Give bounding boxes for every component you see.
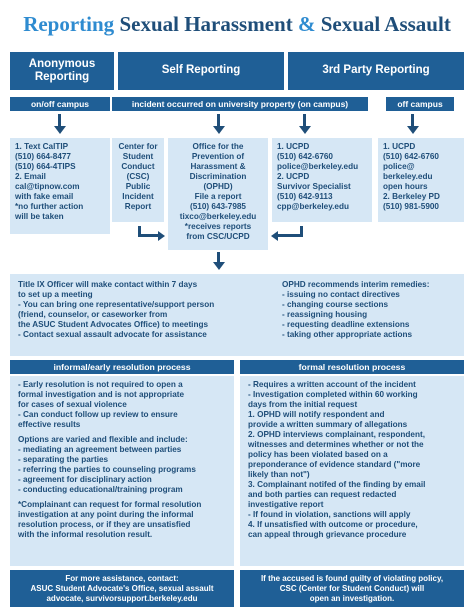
interim-item: - reassigning housing [282,310,368,319]
box-line: Incident [122,192,154,201]
left-arrow-icon [271,231,278,241]
header-self-label: Self Reporting [161,64,241,77]
arrow-shaft [411,114,414,126]
formal-line: can appeal through grievance procedure [248,530,407,539]
box-line: Prevention of [191,152,245,161]
box-ucpd [272,138,372,222]
informal-line: for cases of sexual violence [18,400,127,409]
formal-line: 3. Complainant notifed of the finding by email [248,480,426,489]
box-line: 1. Text CalTIP [15,142,69,151]
footer-line: CSC (Center for Student Conduct) will [279,583,425,593]
footer-line: advocate, survivorsupport.berkeley.edu [46,593,198,603]
strip-off-campus: off campus [386,97,454,111]
strip-on-off-campus: on/off campus [10,97,110,111]
footer-line: open an investigation. [309,593,395,603]
strip-incident: incident occurred on university property (on campus) [112,97,368,111]
informal-heading: informal/early resolution process [10,360,234,374]
box-line: *receives reports [184,222,252,231]
formal-line: provide a written summary of allegations [248,420,408,429]
box-line: Office for the [192,142,244,151]
title-ix-line: to set up a meeting [18,290,93,299]
box-line: (510) 664-4TIPS [15,162,76,171]
informal-line: - Can conduct follow up review to ensure [18,410,178,419]
box-line: police@berkeley.edu [277,162,359,171]
interim-item: - requesting deadline extensions [282,320,410,329]
formal-line: - Investigation completed within 60 working [248,390,418,399]
informal-line: with the informal resolution result. [18,530,153,539]
down-arrow-icon [213,262,225,270]
box-title-ix [10,274,464,356]
box-line: (510) 642-9113 [277,192,333,201]
arrow-shaft [138,234,160,237]
informal-line: *Complainant can request for formal resolution [18,500,202,509]
down-arrow-icon [299,126,311,134]
informal-line: effective results [18,420,81,429]
arrow-shaft [217,252,220,262]
interim-remedies-section [282,280,458,340]
box-line: 2. UCPD [277,172,310,181]
box-line: with fake email [15,192,74,201]
interim-item: - changing course sections [282,300,389,309]
arrow-shaft [278,234,303,237]
interim-heading: OPHD recommends interim remedies: [282,280,430,289]
footer-accused [240,570,464,607]
box-line: Report [124,202,152,211]
down-arrow-icon [407,126,419,134]
box-line: (510) 642-6760 [277,152,333,161]
box-line: (510) 642-6760 [383,152,439,161]
box-line: 1. UCPD [277,142,310,151]
box-line: Public [125,182,151,191]
informal-line: Options are varied and flexible and include: [18,435,188,444]
right-arrow-icon [158,231,165,241]
formal-line: policy has been violated based on a [248,450,388,459]
box-line: (510) 981-5900 [383,202,439,211]
box-line: police@ [383,162,415,171]
box-informal [10,376,234,566]
box-line: cal@tipnow.com [15,182,80,191]
footer-assistance [10,570,234,607]
box-anonymous-options [10,138,110,234]
informal-line: - Early resolution is not required to open a [18,380,183,389]
box-line: 2. Email [15,172,46,181]
title-part-assault: Sexual Assault [320,12,451,36]
title-ix-line: the ASUC Student Advocates Office) to meetings [18,320,209,329]
box-line: (OPHD) [203,182,233,191]
header-anonymous-label: Anonymous Reporting [28,57,96,83]
arrow-shaft [58,114,61,126]
box-line: Survivor Specialist [277,182,351,191]
title-part-amp: & [292,12,321,36]
page-title [0,0,474,48]
box-line: Discrimination [189,172,247,181]
box-line: (510) 664-8477 [15,152,71,161]
footer-line: For more assistance, contact: [65,573,179,583]
down-arrow-icon [54,126,66,134]
box-line: cpp@berkeley.edu [277,202,349,211]
header-third-party [288,52,464,90]
header-third-party-label: 3rd Party Reporting [322,64,430,77]
header-self [118,52,284,90]
box-off-campus [378,138,464,222]
box-formal [240,376,464,566]
informal-line: - separating the parties [18,455,109,464]
footer-line: If the accused is found guilty of violating policy, [260,573,444,583]
box-line: tixco@berkeley.edu [179,212,257,221]
box-line: from CSC/UCPD [186,232,250,241]
box-line: open hours [383,182,428,191]
formal-line: - If found in violation, sanctions will apply [248,510,411,519]
title-ix-section [18,280,280,340]
box-line: 1. UCPD [383,142,416,151]
formal-heading: formal resolution process [240,360,464,374]
box-line: berkeley.edu [383,172,433,181]
box-line: Center for [118,142,158,151]
arrow-shaft [303,114,306,126]
informal-line: formal investigation and is not appropriate [18,390,185,399]
informal-line: - agreement for disciplinary action [18,475,152,484]
formal-line: and both parties can request redacted [248,490,397,499]
box-line: (510) 643-7985 [190,202,246,211]
formal-line: investigative report [248,500,324,509]
informal-line: resolution process, or if they are unsatisfied [18,520,191,529]
title-ix-line: - You can bring one representative/support person [18,300,215,309]
box-line: Student [122,152,154,161]
title-ix-line: - Contact sexual assault advocate for assistance [18,330,207,339]
title-ix-line: Title IX Officer will make contact within 7 days [18,280,198,289]
box-line: Harassment & [190,162,246,171]
informal-line: investigation at any point during the informal [18,510,194,519]
formal-line: 4. If unsatisfied with outcome or procedure, [248,520,418,529]
box-line: (CSC) [126,172,150,181]
box-line: will be taken [15,212,64,221]
header-anonymous [10,52,114,90]
informal-line: - mediating an agreement between parties [18,445,182,454]
box-line: *no further action [15,202,84,211]
formal-line: 2. OPHD interviews complainant, respondent, [248,430,425,439]
informal-line: - conducting educational/training program [18,485,183,494]
informal-line: - referring the parties to counseling programs [18,465,196,474]
interim-item: - issuing no contact directives [282,290,400,299]
title-part-harassment: Sexual Harassment [119,12,293,36]
formal-line: - Requires a written account of the incident [248,380,416,389]
title-ix-line: (friend, counselor, or caseworker from [18,310,168,319]
box-csc [112,138,164,222]
box-line: Conduct [121,162,155,171]
formal-line: preponderance of evidence standard ("more [248,460,421,469]
formal-line: 1. OPHD will notify respondent and [248,410,385,419]
formal-line: witnesses and determines whether or not the [248,440,424,449]
interim-item: - taking other appropriate actions [282,330,413,339]
formal-line: likely than not") [248,470,310,479]
box-ophd [168,138,268,250]
box-line: File a report [194,192,242,201]
title-part-reporting: Reporting [23,12,120,36]
arrow-shaft [217,114,220,126]
footer-line: ASUC Student Advocate's Office, sexual assault [30,583,214,593]
formal-line: days from the initial request [248,400,358,409]
down-arrow-icon [213,126,225,134]
box-line: 2. Berkeley PD [383,192,440,201]
